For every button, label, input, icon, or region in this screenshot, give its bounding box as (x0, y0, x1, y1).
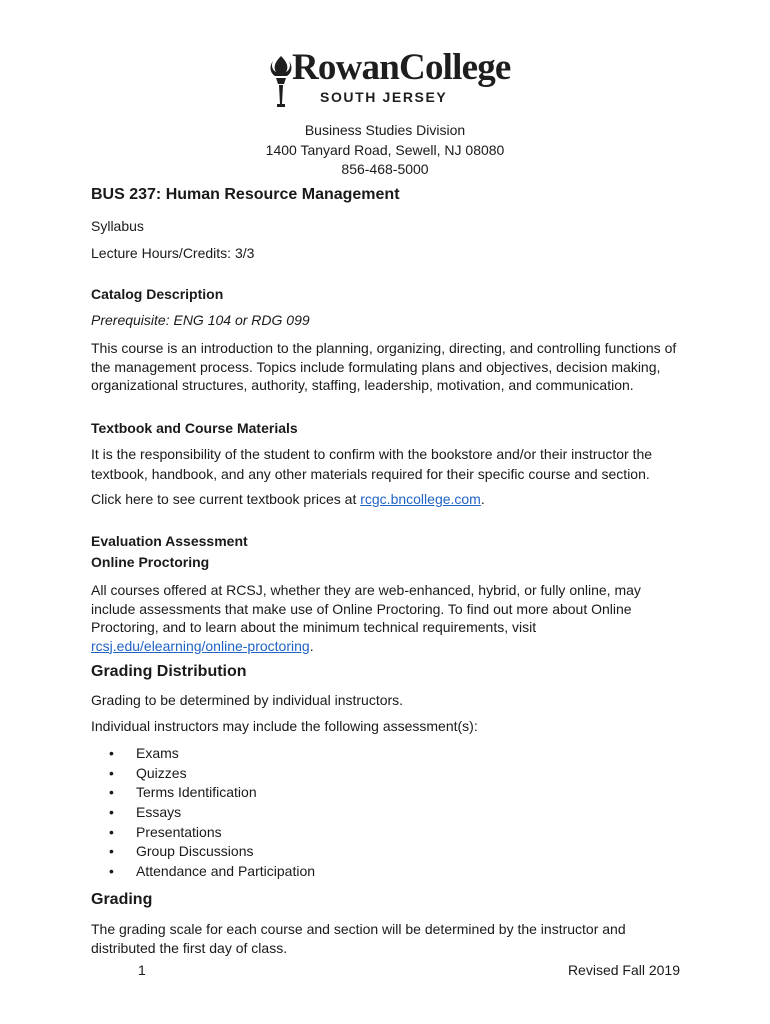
phone: 856-468-5000 (341, 161, 429, 177)
logo-wordmark: RowanCollege (292, 47, 511, 88)
assessment-list (91, 744, 315, 882)
list-item: • Exams (91, 744, 315, 764)
list-item: • Quizzes (91, 764, 315, 784)
grading-heading: Grading (91, 891, 153, 908)
address: 1400 Tanyard Road, Sewell, NJ 08080 (265, 142, 505, 158)
list-item: • Group Discussions (91, 842, 315, 862)
grading-text: The grading scale for each course and section will be determined by the instructor and distributed the first day of class. (91, 921, 626, 956)
logo-subtitle: SOUTH JERSEY (320, 89, 448, 105)
textbook-text: It is the responsibility of the student to confirm with the bookstore and/or their instructor the textbook, handbook, and any other materials required for their specific course and section. (91, 446, 653, 482)
catalog-heading: Catalog Description (91, 286, 224, 302)
prerequisite: Prerequisite: ENG 104 or RDG 099 (91, 312, 310, 328)
list-item: • Essays (91, 803, 315, 823)
grading-distribution-line2: Individual instructors may include the following assessment(s): (91, 718, 478, 734)
textbook-prices-suffix: . (480, 491, 485, 507)
course-title: BUS 237: Human Resource Management (91, 186, 400, 203)
catalog-description: This course is an introduction to the planning, organizing, directing, and controlling functions of the management process. Topics include formulating plans and objectives, decision making, organizational structures, authority, staffing, leadership, motivation, and communication. (91, 340, 677, 393)
rowan-college-logo (268, 47, 511, 110)
proctoring-text (91, 581, 651, 655)
proctoring-link[interactable]: rcsj.edu/elearning/online-proctoring (91, 637, 310, 654)
textbook-prices (91, 491, 485, 507)
proctoring-suffix: . (309, 637, 314, 654)
proctoring-body: All courses offered at RCSJ, whether they are web-enhanced, hybrid, or fully online, may include assessments that make use of Online Proctoring. To find out more about Online Proctoring, and to learn about the minimum technical requirements, visit (91, 582, 641, 635)
doc-type: Syllabus (91, 218, 144, 234)
list-item: • Presentations (91, 823, 315, 843)
list-item: • Attendance and Participation (91, 862, 315, 882)
online-proctoring-heading: Online Proctoring (91, 554, 210, 570)
textbook-heading: Textbook and Course Materials (91, 420, 298, 436)
torch-icon (268, 54, 294, 108)
list-item: • Terms Identification (91, 783, 315, 803)
division-name: Business Studies Division (304, 122, 466, 138)
page-number: 1 (138, 962, 146, 978)
grading-distribution-line1: Grading to be determined by individual instructors. (91, 692, 404, 708)
grading-distribution-heading: Grading Distribution (91, 663, 247, 680)
course-hours: Lecture Hours/Credits: 3/3 (91, 245, 255, 261)
textbook-prices-prefix: Click here to see current textbook prices at (91, 491, 361, 507)
revision-date: Revised Fall 2019 (567, 962, 680, 978)
evaluation-heading: Evaluation Assessment (91, 533, 248, 549)
bookstore-link[interactable]: rcgc.bncollege.com (360, 491, 481, 507)
